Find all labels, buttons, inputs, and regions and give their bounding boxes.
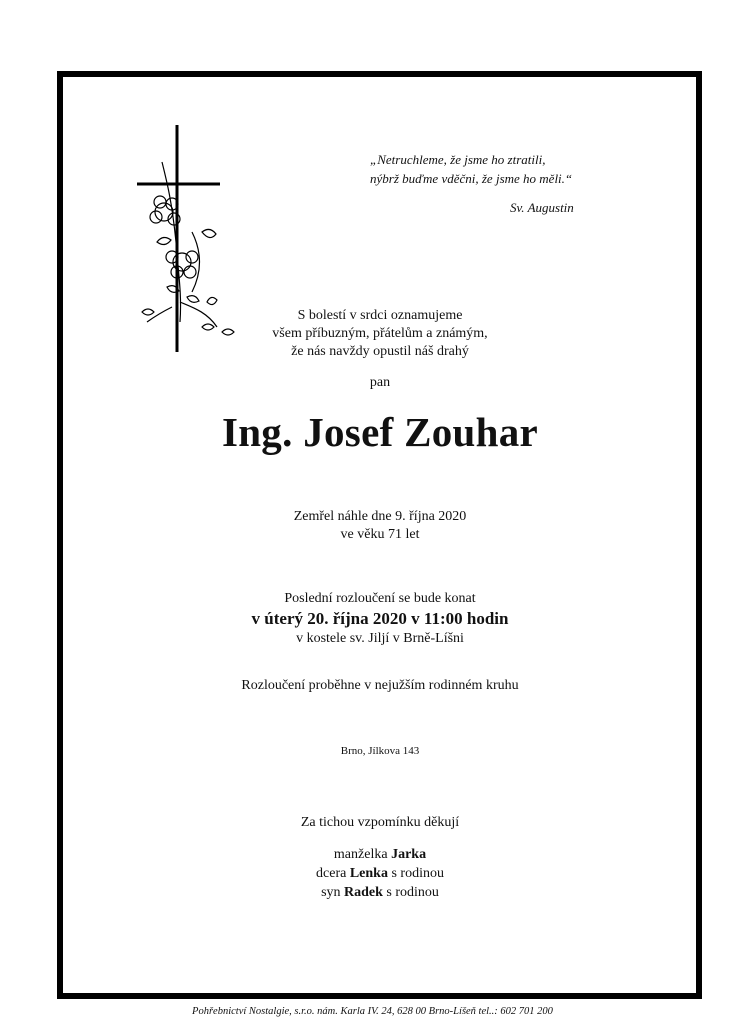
honorific: pan xyxy=(369,375,391,390)
family-member xyxy=(230,845,530,864)
family-relation: dcera xyxy=(316,866,347,881)
family-member-name: Lenka xyxy=(349,866,388,881)
family-member xyxy=(230,864,530,883)
family-relation: manželka xyxy=(333,847,388,862)
funeral-info xyxy=(180,590,580,648)
funeral-place: v kostele sv. Jiljí v Brně-Líšni xyxy=(296,631,464,646)
family-list xyxy=(230,845,530,902)
family-relation: syn xyxy=(321,885,341,900)
family-member xyxy=(230,883,530,902)
death-date: Zemřel náhle dne 9. října 2020 xyxy=(293,509,467,524)
death-info xyxy=(230,508,530,544)
private-ceremony-note: Rozloučení proběhne v nejužším rodinném kruhu xyxy=(241,678,519,693)
announcement-line-2: všem příbuzným, přátelům a známým, xyxy=(272,326,488,341)
announcement-line-3: že nás navždy opustil náš drahý xyxy=(291,344,469,359)
thanks-text: Za tichou vzpomínku děkují xyxy=(300,815,460,830)
quote-author: Sv. Augustin xyxy=(510,200,574,215)
family-suffix: s rodinou xyxy=(386,885,439,900)
announcement-line-1: S bolestí v srdci oznamujeme xyxy=(297,308,463,323)
deceased-name: Ing. Josef Zouhar xyxy=(221,409,539,455)
quote-line-1: „Netruchleme, že jsme ho ztratili, xyxy=(370,152,546,167)
funeral-intro: Poslední rozloučení se bude konat xyxy=(284,591,476,606)
funeral-date: v úterý 20. října 2020 v 11:00 hodin xyxy=(251,609,509,628)
family-member-name: Radek xyxy=(344,885,383,900)
quote-line-2: nýbrž buďme vděčni, že jsme ho měli.“ xyxy=(370,171,573,186)
quote xyxy=(370,150,572,188)
death-age: ve věku 71 let xyxy=(340,527,420,542)
funeral-home-footer: Pohřebnictví Nostalgie, s.r.o. nám. Karla IV. 24, 628 00 Brno-Líšeň tel..: 602 701 200 xyxy=(192,1006,553,1017)
family-suffix: s rodinou xyxy=(391,866,444,881)
announcement-text xyxy=(230,307,530,361)
family-address: Brno, Jílkova 143 xyxy=(340,745,420,757)
family-member-name: Jarka xyxy=(391,847,427,862)
cross-with-flowers-icon xyxy=(132,122,242,357)
